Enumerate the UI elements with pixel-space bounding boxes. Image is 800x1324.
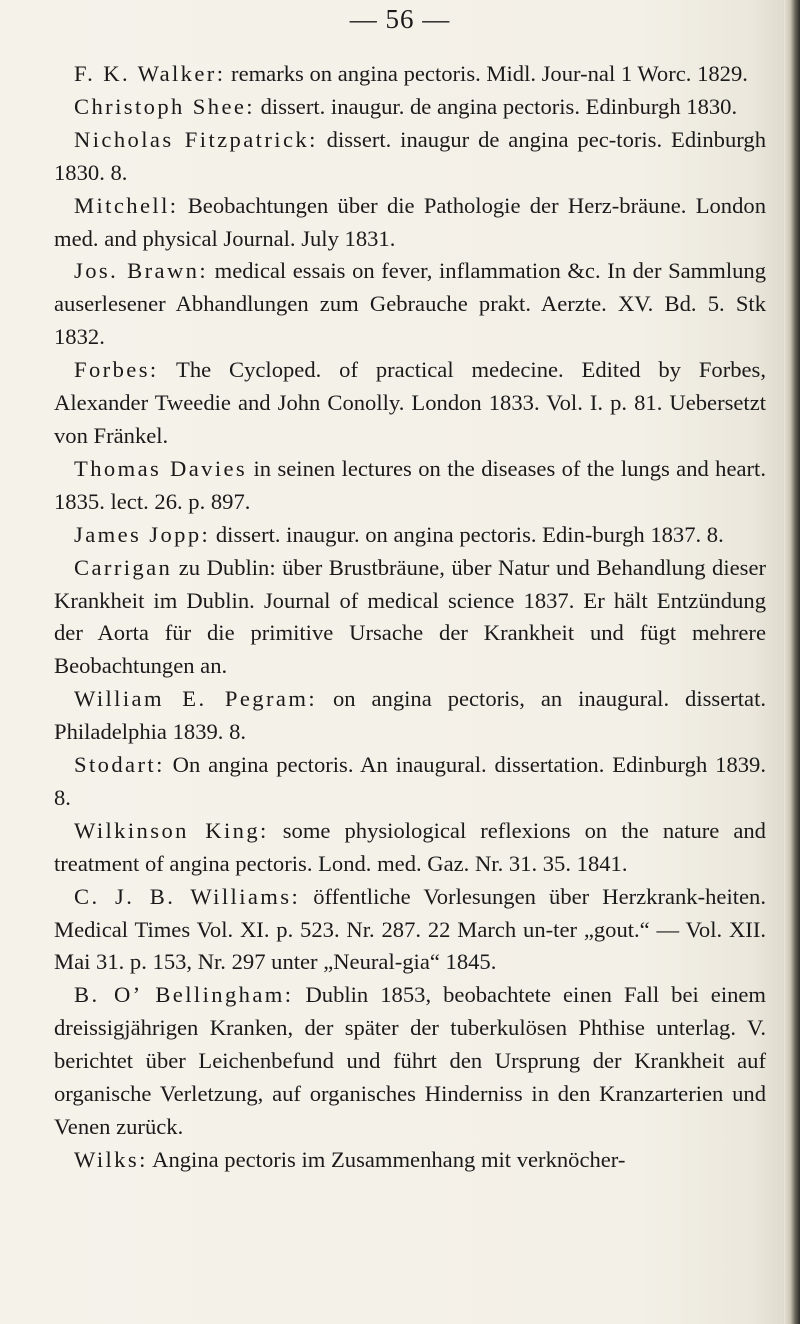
entry-text: remarks on angina pectoris. Midl. Jour-nal 1 Worc. 1829. — [225, 61, 748, 86]
entry-text: öffentliche Vorlesungen über Herzkrank-heiten. Medical Times Vol. XI. p. 523. Nr. 287. 22 March un-ter „gout.“ — Vol. XII. Mai 31. p. 153, Nr. 297 unter „Neural-gia“ 1845. — [54, 883, 766, 975]
entry-text: medical essais on fever, inflammation &c. In der Sammlung auserlesener Abhandlungen zum Gebrauche prakt. Aerzte. XV. Bd. 5. Stk 1832. — [54, 258, 766, 350]
bibliography-entry — [54, 749, 766, 815]
page-number: — 56 — — [349, 4, 451, 34]
entry-author: Wilkinson King: — [74, 817, 269, 843]
entry-author: William E. Pegram: — [74, 686, 317, 712]
entry-text: on angina pectoris, an inaugural. dissertat. Philadelphia 1839. 8. — [54, 686, 766, 745]
entry-author: B. O’ Bellingham: — [74, 982, 294, 1008]
entry-author: Christoph Shee: — [74, 93, 255, 119]
entry-author: Forbes: — [74, 357, 159, 383]
entry-text: in seinen lectures on the diseases of the lungs and heart. 1835. lect. 26. p. 897. — [54, 455, 766, 514]
entry-text: Angina pectoris im Zusammenhang mit verknöcher- — [147, 1146, 626, 1172]
entry-author: Thomas Davies — [74, 455, 248, 481]
entry-text: The Cycloped. of practical medecine. Edited by Forbes, Alexander Tweedie and John Conolly. London 1833. Vol. I. p. 81. Uebersetzt von Fränkel. — [54, 357, 766, 448]
bibliography-entry — [54, 255, 766, 354]
bibliography-entry — [54, 552, 766, 684]
entry-text: Beobachtungen über die Pathologie der Herz-bräune. London med. and physical Journal. July 1831. — [54, 192, 766, 251]
bibliography-entry — [54, 453, 766, 519]
entry-text: On angina pectoris. An inaugural. dissertation. Edinburgh 1839. 8. — [54, 752, 766, 810]
entry-author: C. J. B. Williams: — [74, 883, 301, 909]
entry-author: Wilks: — [74, 1146, 148, 1172]
bibliography-entry — [54, 190, 766, 256]
bibliography-entry — [54, 683, 766, 749]
bibliography-entry — [54, 58, 766, 91]
bibliography-entry — [54, 91, 766, 124]
entry-text: zu Dublin: über Brustbräune, über Natur und Behandlung dieser Krankheit im Dublin. Journal of medical science 1837. Er hält Entzündung der Aorta für die primitive Ursache der Krankheit und fügt mehrere Beobachtungen an. — [54, 554, 766, 679]
bibliography-entry — [54, 519, 766, 552]
entry-author: F. K. Walker: — [74, 61, 226, 86]
bibliography-entry — [54, 354, 766, 453]
entry-text: Dublin 1853, beobachtete einen Fall bei einem dreissigjährigen Kranken, der später der tuberkulösen Phthise unterlag. V. berichtet über Leichenbefund und führt den Ursprung der Krankheit auf organische Verletzung, auf organisches Hinderniss in den Kranzarterien und Venen zurück. — [54, 982, 766, 1139]
entry-text: dissert. inaugur. on angina pectoris. Edin-burgh 1837. 8. — [210, 521, 724, 547]
entry-author: Jos. Brawn: — [74, 258, 209, 284]
entry-text: dissert. inaugur de angina pec-toris. Edinburgh 1830. 8. — [54, 126, 766, 185]
page-edge-shadow — [784, 0, 800, 1324]
bibliography-entry — [54, 1144, 766, 1177]
entry-author: Nicholas Fitzpatrick: — [74, 126, 318, 152]
bibliography-entry — [54, 124, 766, 190]
entry-author: Carrigan — [74, 554, 173, 580]
bibliography-entry — [54, 815, 766, 881]
entry-text: some physiological reflexions on the nature and treatment of angina pectoris. Lond. med. Gaz. Nr. 31. 35. 1841. — [54, 817, 766, 876]
bibliography-entry — [54, 979, 766, 1144]
entry-author: James Jopp: — [74, 521, 211, 547]
entry-author: Mitchell: — [74, 192, 179, 218]
bibliography-entry — [54, 881, 766, 980]
entry-author: Stodart: — [74, 752, 165, 778]
bibliography-list — [54, 58, 766, 1177]
entry-text: dissert. inaugur. de angina pectoris. Edinburgh 1830. — [254, 93, 738, 119]
